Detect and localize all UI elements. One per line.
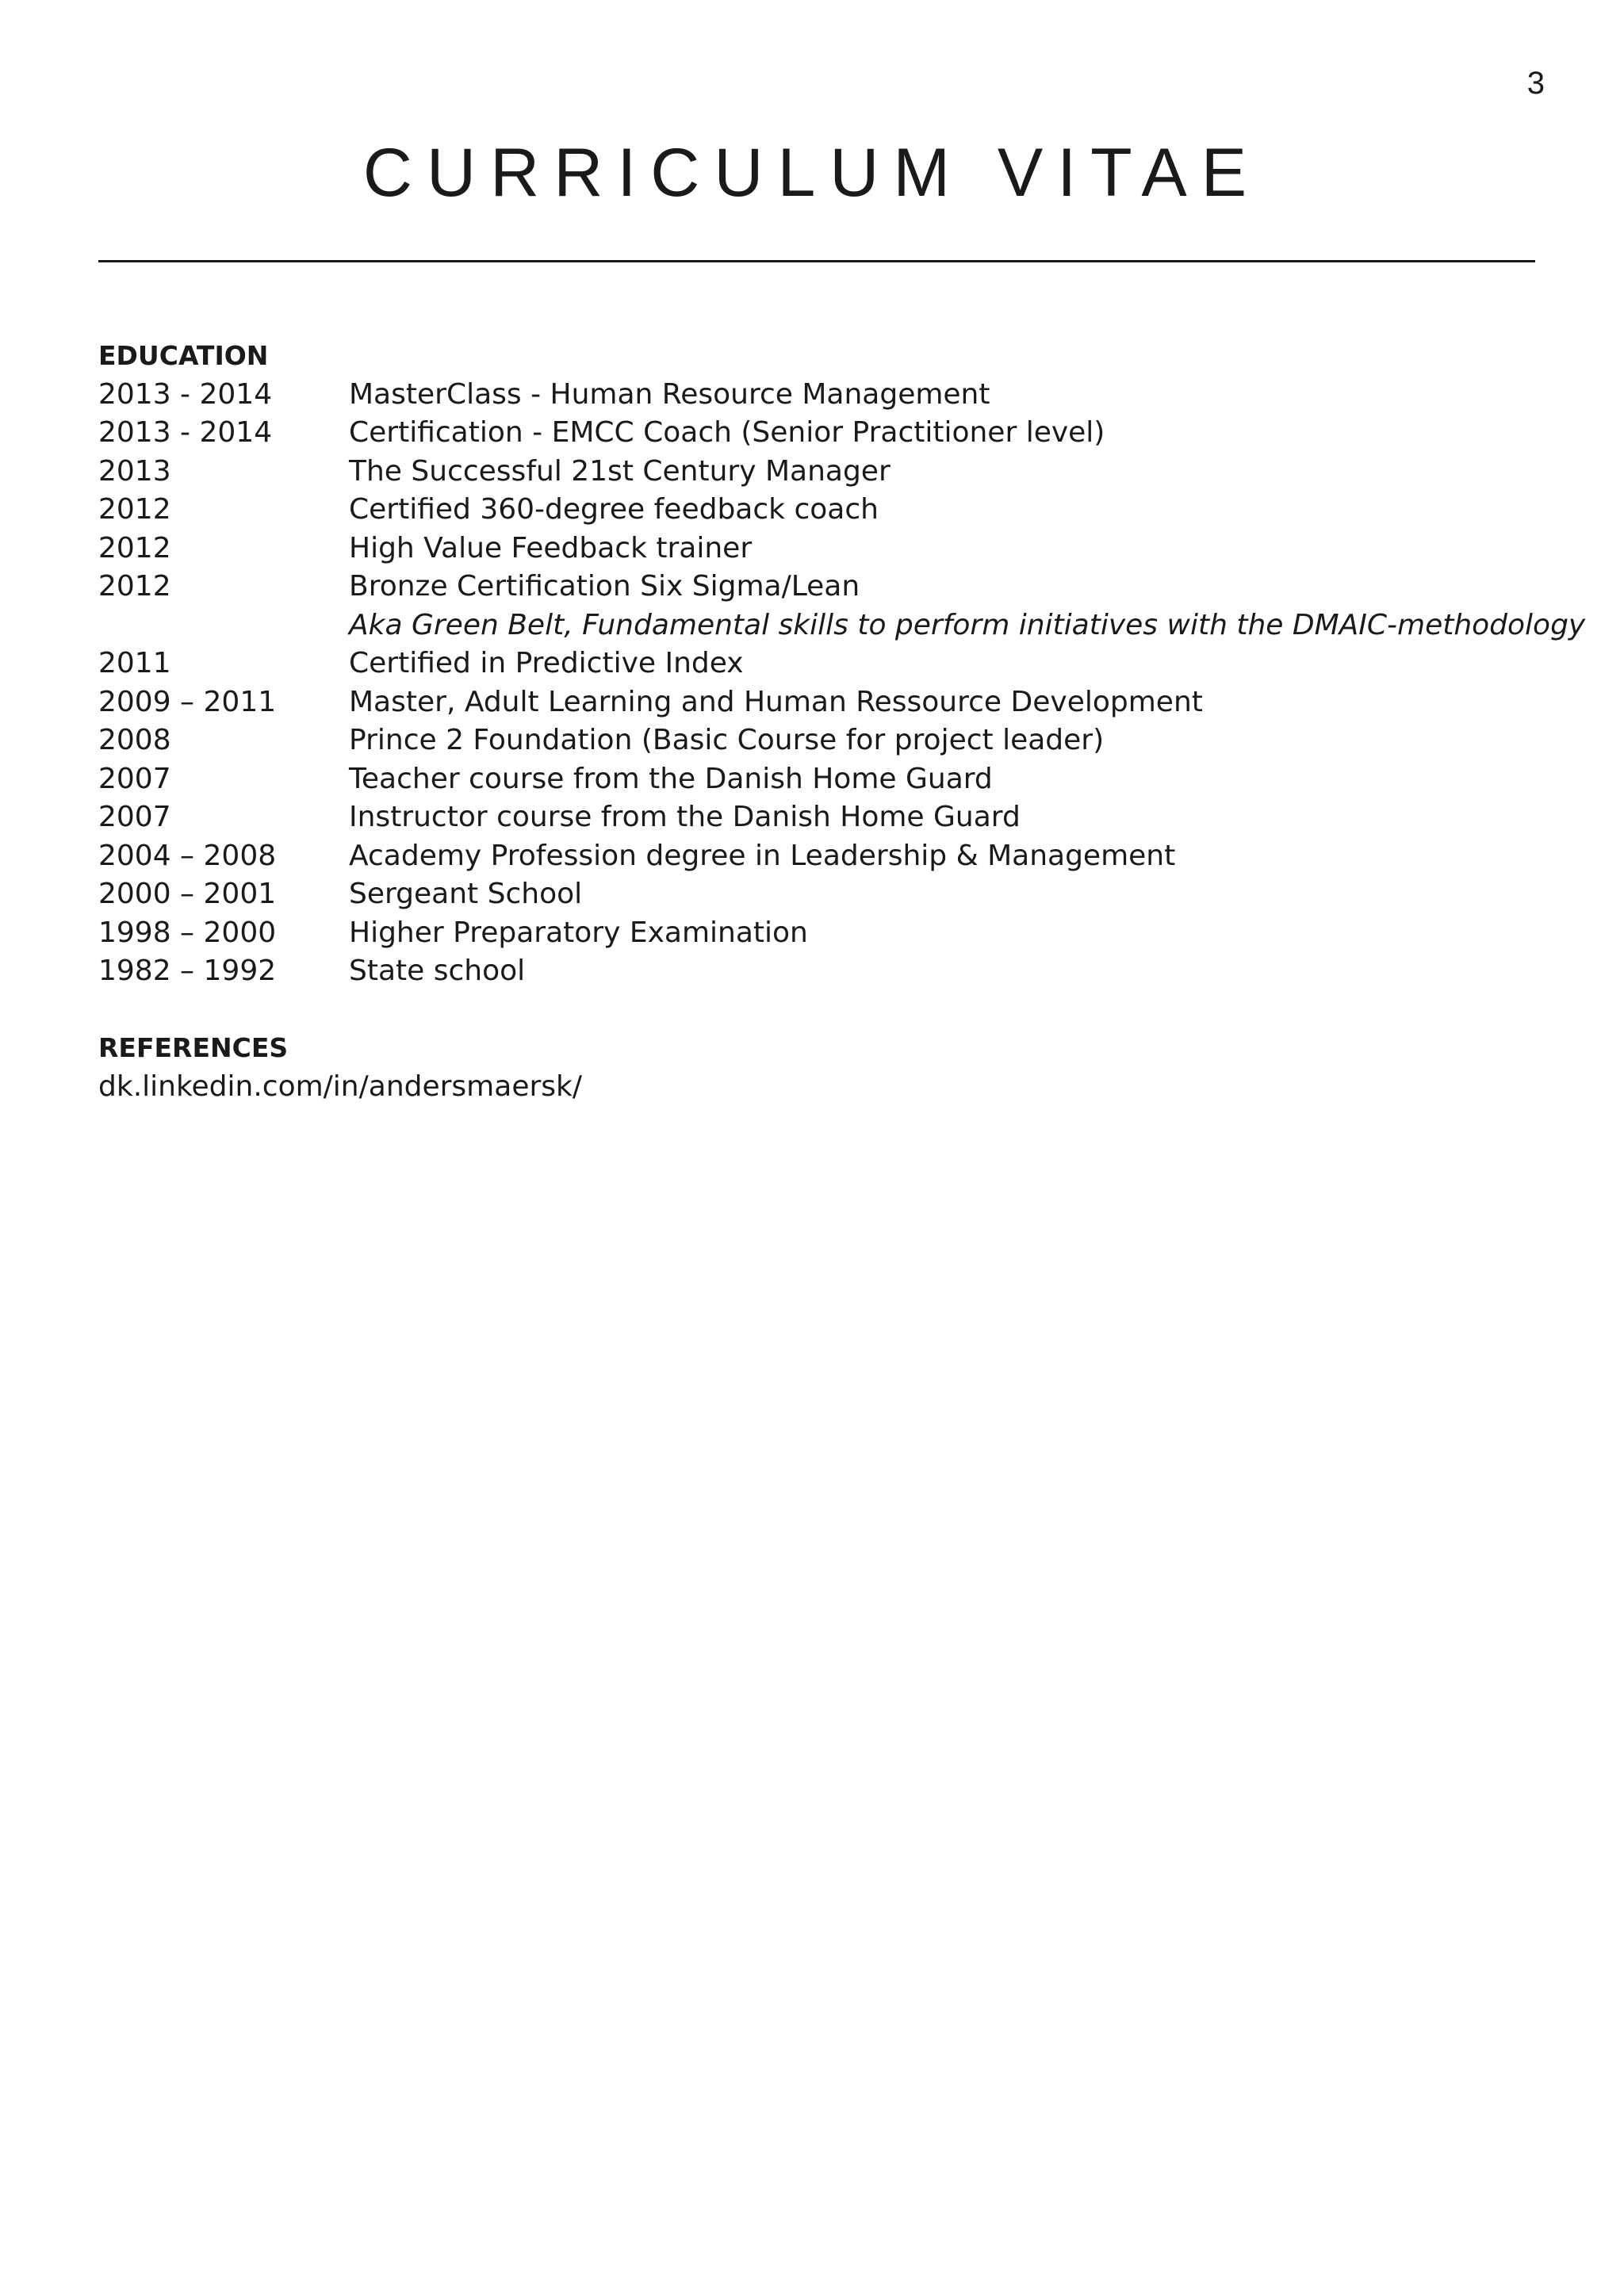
education-year: 2009 – 2011 [98, 685, 277, 718]
education-list [98, 376, 1586, 991]
document-title: CURRICULUM VITAE [362, 135, 1262, 211]
education-row [98, 530, 1535, 568]
section-spacer [98, 991, 1535, 1030]
education-row [98, 607, 1586, 645]
cv-content [98, 337, 1586, 1106]
education-title: Sergeant School [349, 878, 583, 910]
education-row [98, 875, 1535, 914]
education-year: 1982 – 1992 [98, 955, 277, 987]
education-year: 2000 – 2001 [98, 878, 277, 910]
education-year: 2013 - 2014 [98, 377, 273, 411]
education-row [98, 568, 1535, 607]
education-title: High Value Feedback trainer [349, 531, 753, 564]
education-title: MasterClass - Human Resource Management [349, 377, 990, 411]
education-row [98, 798, 1535, 837]
education-year: 2012 [98, 531, 171, 564]
education-row [98, 914, 1535, 953]
education-year [98, 607, 349, 645]
education-title: Certification - EMCC Coach (Senior Practitioner level) [349, 416, 1105, 449]
education-title: Teacher course from the Danish Home Guard [349, 762, 993, 795]
education-title: Prince 2 Foundation (Basic Course for project leader) [349, 724, 1105, 756]
education-year: 2004 – 2008 [98, 839, 277, 872]
education-row [98, 453, 1535, 492]
education-year: 2013 - 2014 [98, 416, 273, 449]
education-heading: EDUCATION [98, 340, 269, 371]
education-row [98, 837, 1535, 876]
education-year: 2007 [98, 801, 171, 833]
education-year: 1998 – 2000 [98, 916, 277, 949]
education-row [98, 414, 1535, 453]
education-title: Certified 360-degree feedback coach [349, 493, 879, 526]
education-row [98, 760, 1535, 799]
linkedin-link[interactable]: dk.linkedin.com/in/andersmaersk/ [98, 1070, 582, 1103]
references-section [98, 1029, 1535, 1106]
education-row [98, 491, 1535, 530]
education-note: Aka Green Belt, Fundamental skills to perform initiatives with the DMAIC-methodology [349, 608, 1586, 641]
education-year: 2012 [98, 570, 171, 603]
education-title: Certified in Predictive Index [349, 647, 744, 679]
education-title: Master, Adult Learning and Human Ressource Development [349, 685, 1203, 718]
education-row [98, 683, 1535, 722]
education-title: Higher Preparatory Examination [349, 916, 808, 949]
education-row [98, 952, 1535, 991]
references-heading: REFERENCES [98, 1032, 289, 1063]
education-section [98, 337, 1586, 991]
page-number: 3 [1526, 66, 1545, 101]
education-title: Academy Profession degree in Leadership & Management [349, 839, 1176, 872]
title-divider [98, 260, 1535, 262]
education-year: 2011 [98, 647, 171, 679]
education-title: Bronze Certification Six Sigma/Lean [349, 570, 860, 603]
education-year: 2012 [98, 493, 171, 526]
education-title: State school [349, 955, 526, 987]
education-row [98, 376, 1535, 415]
education-year: 2008 [98, 724, 171, 756]
education-row [98, 645, 1535, 683]
education-title: The Successful 21st Century Manager [349, 454, 891, 488]
education-year: 2013 [98, 454, 171, 488]
education-row [98, 721, 1535, 760]
education-title: Instructor course from the Danish Home Guard [349, 801, 1021, 833]
education-year: 2007 [98, 762, 171, 795]
